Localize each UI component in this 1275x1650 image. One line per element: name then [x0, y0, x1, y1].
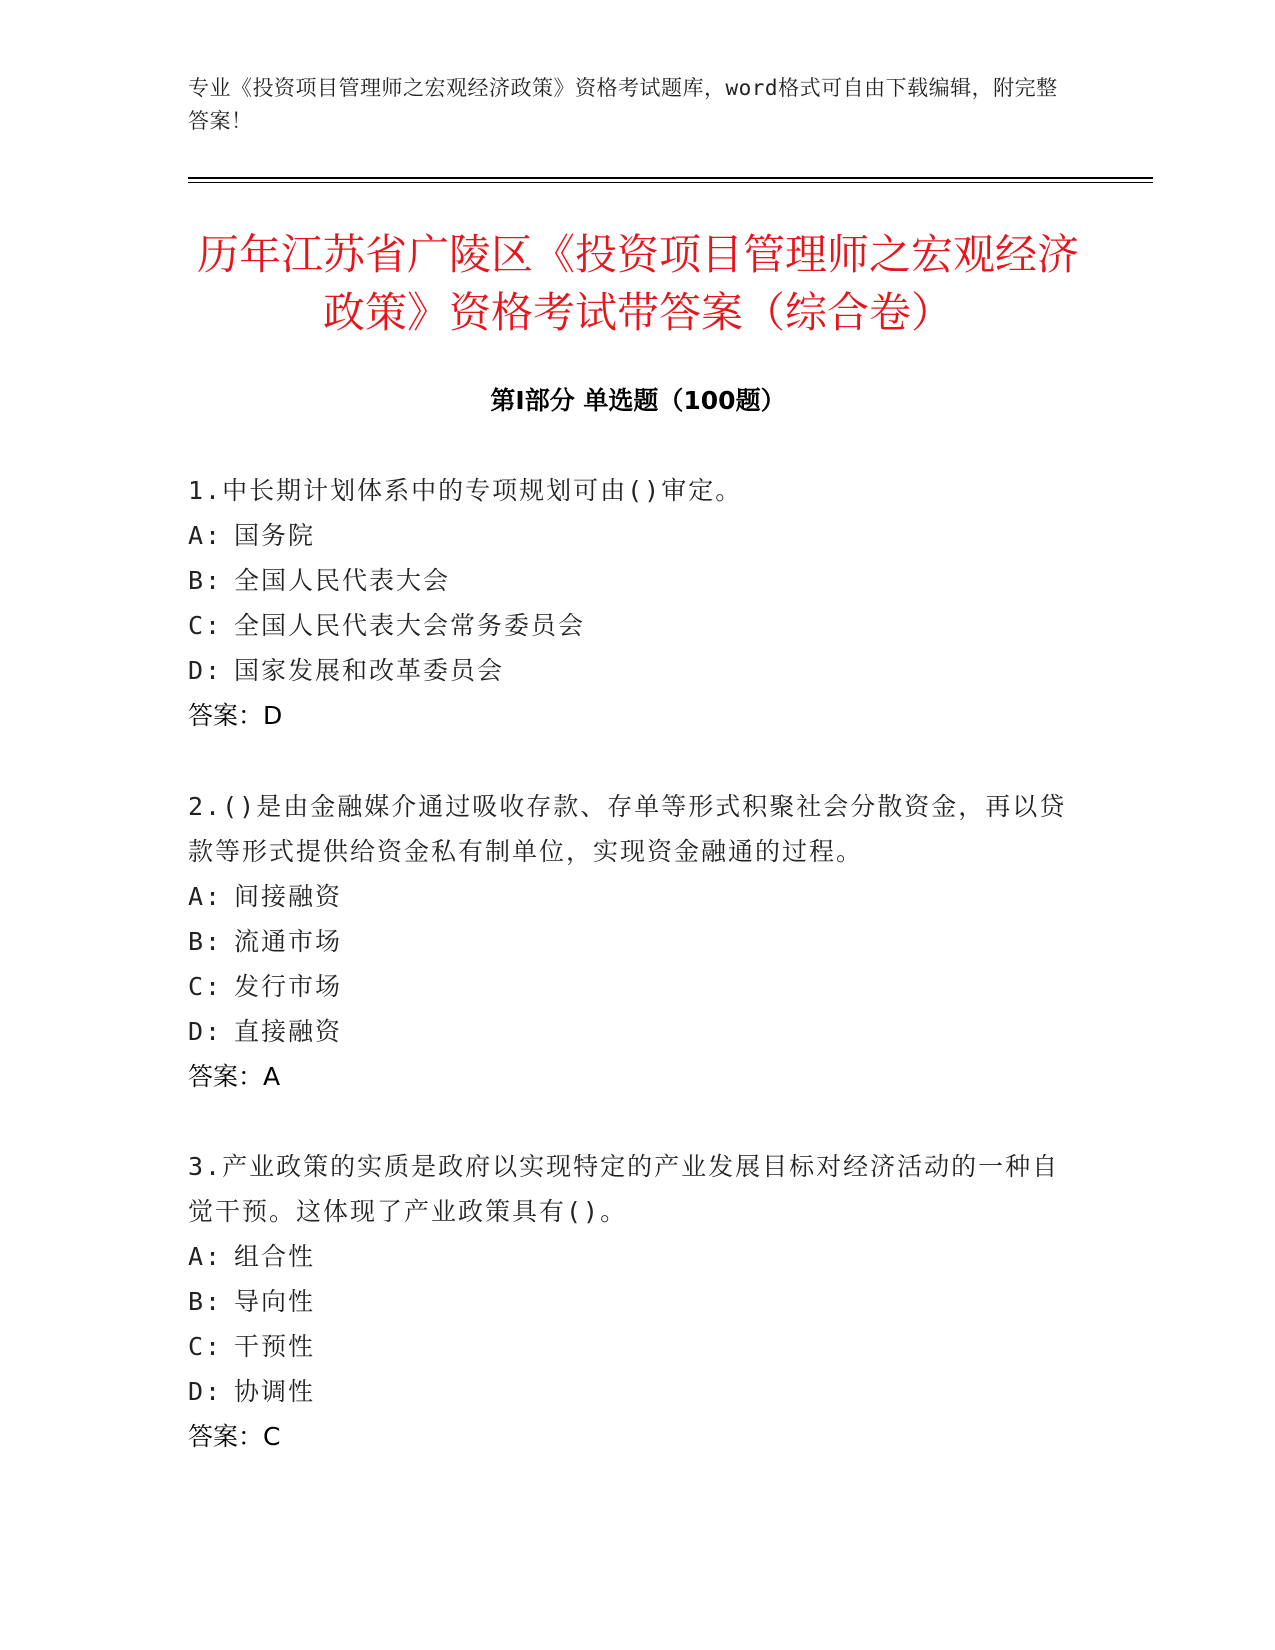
option-text: 发行市场	[234, 972, 343, 1001]
option-key: B:	[188, 927, 223, 956]
header-divider-thick	[188, 177, 1153, 179]
option-key: A:	[188, 882, 223, 911]
option-c	[188, 1324, 1068, 1369]
option-c	[188, 964, 1068, 1009]
question-stem: 3.产业政策的实质是政府以实现特定的产业发展目标对经济活动的一种自觉干预。这体现了产业政策具有()。	[188, 1152, 1060, 1226]
question-stem: 1.中长期计划体系中的专项规划可由()审定。	[188, 476, 743, 505]
option-b	[188, 919, 1068, 964]
document-title: 历年江苏省广陵区《投资项目管理师之宏观经济政策》资格考试带答案（综合卷）	[196, 230, 1079, 337]
option-key: B:	[188, 1287, 223, 1316]
question-1	[188, 468, 1068, 738]
option-text: 直接融资	[234, 1017, 343, 1046]
option-key: A:	[188, 521, 223, 550]
answer-line: 答案：D	[188, 701, 283, 730]
option-key: C:	[188, 1332, 223, 1361]
option-key: A:	[188, 1242, 223, 1271]
option-key: D:	[188, 656, 223, 685]
option-a	[188, 1234, 1068, 1279]
option-text: 国务院	[234, 521, 316, 550]
option-text: 流通市场	[234, 927, 343, 956]
option-b	[188, 558, 1068, 603]
header-note: 专业《投资项目管理师之宏观经济政策》资格考试题库，word格式可自由下载编辑，附完整答案！	[188, 76, 1058, 133]
option-a	[188, 513, 1068, 558]
option-c	[188, 603, 1068, 648]
option-d	[188, 1369, 1068, 1414]
answer-line: 答案：C	[188, 1422, 281, 1451]
header-divider-thin	[188, 182, 1153, 183]
option-key: D:	[188, 1017, 223, 1046]
option-key: D:	[188, 1377, 223, 1406]
option-key: C:	[188, 972, 223, 1001]
option-b	[188, 1279, 1068, 1324]
answer-line: 答案：A	[188, 1062, 281, 1091]
option-text: 协调性	[234, 1377, 316, 1406]
question-2	[188, 784, 1068, 1099]
option-key: B:	[188, 566, 223, 595]
option-text: 导向性	[234, 1287, 316, 1316]
option-a	[188, 874, 1068, 919]
option-d	[188, 648, 1068, 693]
option-text: 组合性	[234, 1242, 316, 1271]
question-3	[188, 1144, 1068, 1459]
question-stem: 2.()是由金融媒介通过吸收存款、存单等形式积聚社会分散资金，再以贷款等形式提供给资金私有制单位，实现资金融通的过程。	[188, 792, 1067, 866]
option-text: 国家发展和改革委员会	[234, 656, 505, 685]
option-key: C:	[188, 611, 223, 640]
option-text: 间接融资	[234, 882, 343, 911]
option-d	[188, 1009, 1068, 1054]
section-title: 第Ⅰ部分 单选题（100题）	[490, 386, 786, 415]
option-text: 全国人民代表大会	[234, 566, 451, 595]
option-text: 全国人民代表大会常务委员会	[234, 611, 586, 640]
option-text: 干预性	[234, 1332, 316, 1361]
